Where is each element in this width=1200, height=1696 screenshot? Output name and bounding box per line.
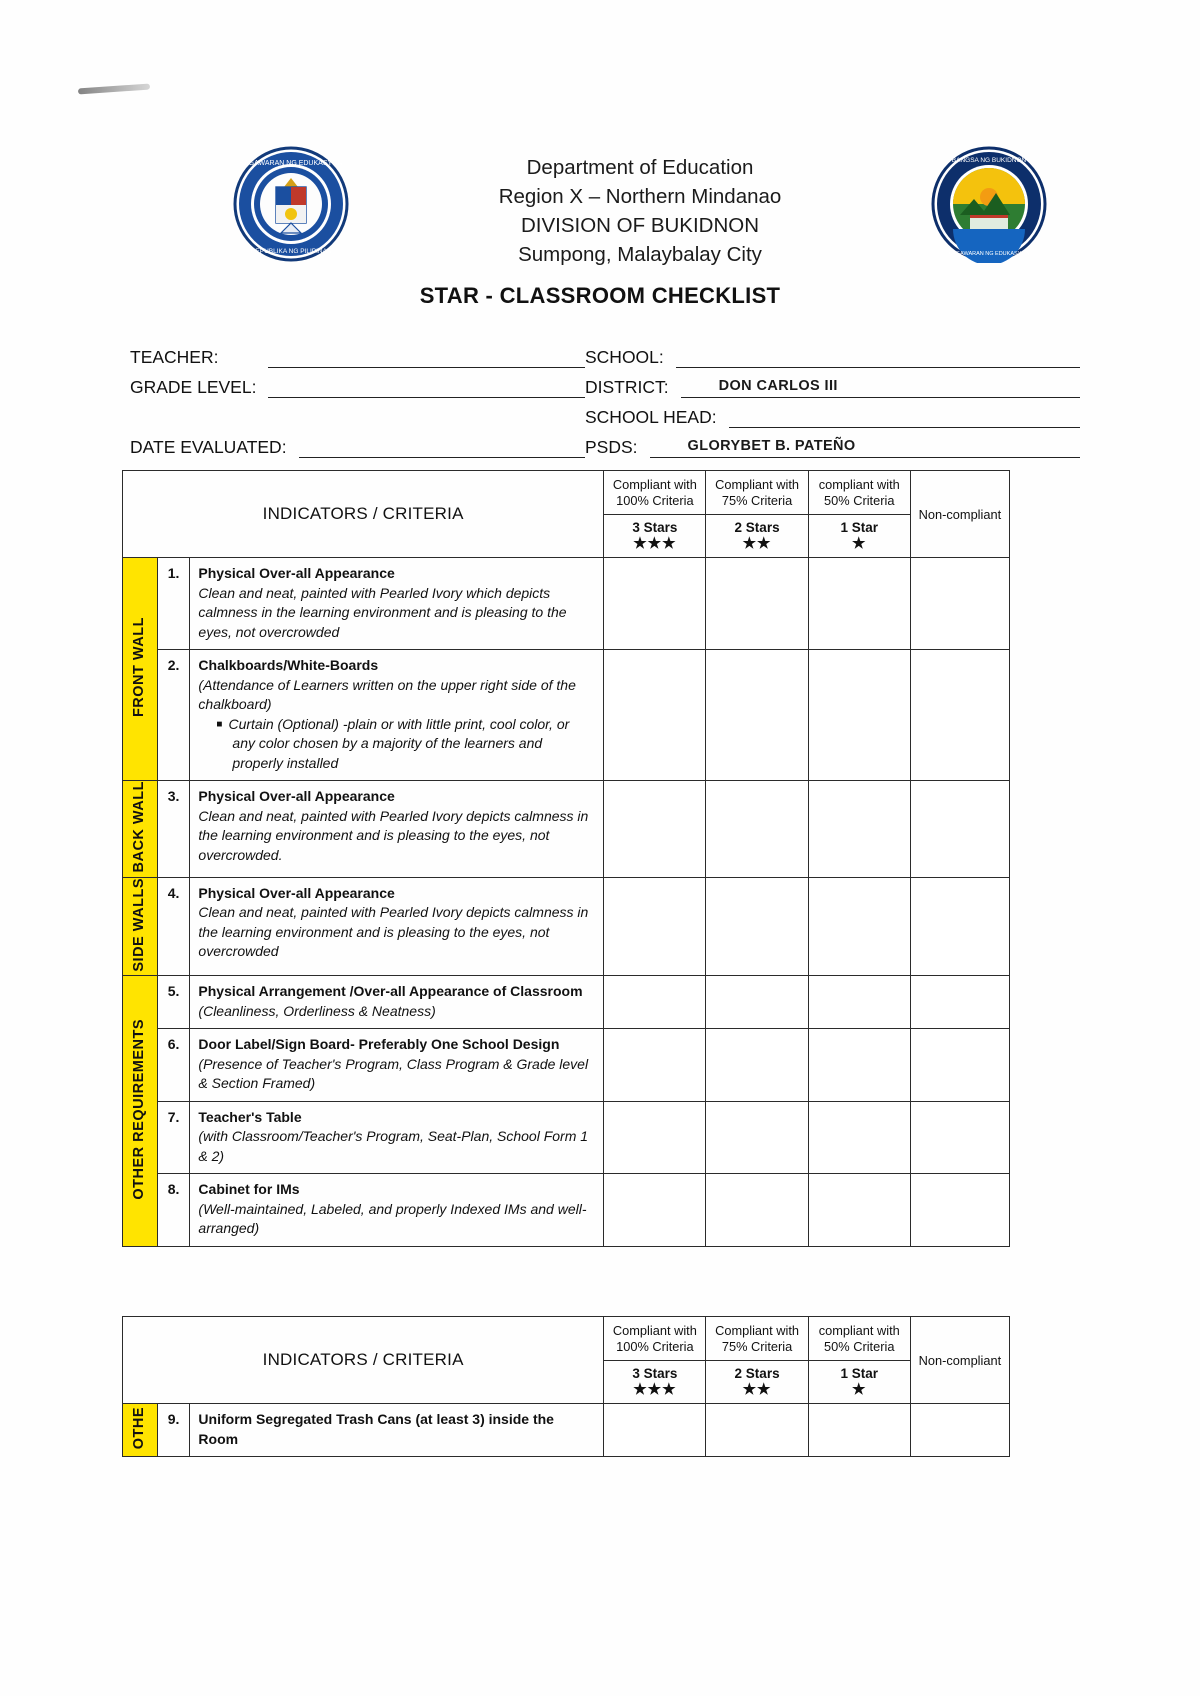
- score-cell-3stars[interactable]: [604, 1029, 706, 1102]
- criteria-title: Teacher's Table: [198, 1108, 302, 1125]
- document-header: [0, 145, 1200, 269]
- date-evaluated-label: DATE EVALUATED:: [130, 437, 287, 457]
- section-back-wall-text: BACK WALL: [131, 781, 148, 873]
- score-cell-2stars[interactable]: [706, 877, 808, 976]
- score-cell-1star[interactable]: [808, 1174, 910, 1247]
- score-cell-0star[interactable]: [910, 558, 1009, 650]
- table-row: [123, 976, 1010, 1029]
- checklist-table-continued: [122, 1316, 1010, 1457]
- rating-3stars: [604, 515, 706, 558]
- table-row: [123, 650, 1010, 781]
- section-label-back-wall: [123, 781, 158, 878]
- rating-1star: [808, 515, 910, 558]
- score-cell-3stars[interactable]: [604, 650, 706, 781]
- form-fields: [130, 342, 1080, 462]
- score-cell-0star[interactable]: [910, 781, 1009, 878]
- criteria-title: Physical Over-all Appearance: [198, 884, 395, 901]
- row-number: 1.: [157, 558, 190, 650]
- rating-2stars: [706, 515, 808, 558]
- psds-label: PSDS:: [585, 437, 638, 457]
- score-cell-1star[interactable]: [808, 558, 910, 650]
- criteria-detail: Clean and neat, painted with Pearled Ivory depicts calmness in the learning environment and is pleasing to the eyes, not overcrowded: [198, 904, 589, 959]
- district-label: DISTRICT:: [585, 377, 669, 397]
- rating-2stars-label: 2 Stars: [734, 520, 780, 535]
- criteria-title: Cabinet for IMs: [198, 1181, 300, 1198]
- header-line-1: Department of Education: [526, 156, 754, 179]
- criteria-title: Uniform Segregated Trash Cans (at least 3) inside the Room: [198, 1411, 554, 1447]
- row-number: 2.: [157, 650, 190, 781]
- indicators-header: INDICATORS / CRITERIA: [123, 471, 604, 558]
- row-number: 5.: [157, 976, 190, 1029]
- score-cell-2stars[interactable]: [706, 1174, 808, 1247]
- table-row: [123, 1404, 1010, 1457]
- section-label-front-wall: [123, 558, 158, 781]
- score-cell-2stars[interactable]: [706, 781, 808, 878]
- column-header-noncompliant: [910, 471, 1009, 558]
- header-line-2: Region X – Northern Mindanao: [498, 185, 782, 208]
- bullet-square-icon: ■: [216, 718, 223, 730]
- date-evaluated-input[interactable]: [299, 438, 585, 458]
- school-head-input[interactable]: [729, 408, 1080, 428]
- score-cell-0star[interactable]: [910, 1404, 1009, 1457]
- one-star-icon: ★: [852, 535, 867, 552]
- deped-seal-icon: [232, 145, 350, 263]
- score-cell-3stars[interactable]: [604, 877, 706, 976]
- section-other-requirements-text: OTHER REQUIREMENTS: [131, 1018, 148, 1200]
- score-cell-2stars[interactable]: [706, 558, 808, 650]
- row-number: 9.: [157, 1404, 190, 1457]
- criteria-bullet-text: Curtain (Optional) -plain or with little print, cool color, or any color chosen by a majority of the learners and properly installed: [228, 715, 570, 771]
- score-cell-0star[interactable]: [910, 976, 1009, 1029]
- column-header-3stars: Compliant with 100% Criteria: [604, 471, 706, 515]
- criteria-detail: (Attendance of Learners written on the upper right side of the chalkboard): [198, 676, 576, 712]
- score-cell-1star[interactable]: [808, 976, 910, 1029]
- criteria-cell: [190, 1404, 604, 1457]
- column-header-noncompliant: [910, 1317, 1009, 1404]
- svg-text:BANGSA NG BUKIDNON: BANGSA NG BUKIDNON: [951, 157, 1027, 164]
- noncompliant-label: Non-compliant: [918, 506, 1002, 522]
- column-header-2stars: Compliant with 75% Criteria: [706, 471, 808, 515]
- rating-3stars-label: 3 Stars: [632, 1366, 678, 1381]
- section-label-side-walls: [123, 877, 158, 976]
- section-other-text: OTHE: [131, 1406, 148, 1450]
- section-label-other: [123, 1404, 158, 1457]
- score-cell-1star[interactable]: [808, 1404, 910, 1457]
- score-cell-3stars[interactable]: [604, 1174, 706, 1247]
- criteria-cell: [190, 976, 604, 1029]
- score-cell-3stars[interactable]: [604, 781, 706, 878]
- school-input[interactable]: [676, 348, 1080, 368]
- column-header-1star: compliant with 50% Criteria: [808, 471, 910, 515]
- three-star-icon: ★★★: [633, 535, 677, 552]
- score-cell-0star[interactable]: [910, 650, 1009, 781]
- school-label: SCHOOL:: [585, 347, 664, 367]
- table-header-row-top: [123, 1317, 1010, 1361]
- noncompliant-label: Non-compliant: [918, 1352, 1002, 1368]
- table-row: [123, 877, 1010, 976]
- rating-3stars-label: 3 Stars: [632, 520, 678, 535]
- header-agency-block: [380, 145, 900, 269]
- table-row: [123, 1101, 1010, 1174]
- svg-text:REPUBLIKA NG PILIPINAS: REPUBLIKA NG PILIPINAS: [250, 248, 332, 255]
- score-cell-2stars[interactable]: [706, 1029, 808, 1102]
- teacher-label: TEACHER:: [130, 347, 219, 367]
- score-cell-2stars[interactable]: [706, 976, 808, 1029]
- criteria-cell: [190, 1101, 604, 1174]
- page-title: STAR - CLASSROOM CHECKLIST: [419, 283, 781, 308]
- scan-artifact: [78, 83, 150, 94]
- rating-1star: [808, 1361, 910, 1404]
- score-cell-3stars[interactable]: [604, 976, 706, 1029]
- column-header-3stars: Compliant with 100% Criteria: [604, 1317, 706, 1361]
- indicators-header: INDICATORS / CRITERIA: [123, 1317, 604, 1404]
- rating-3stars: [604, 1361, 706, 1404]
- criteria-title: Physical Over-all Appearance: [198, 788, 395, 804]
- score-cell-1star[interactable]: [808, 877, 910, 976]
- criteria-title: Door Label/Sign Board- Preferably One School Design: [198, 1036, 560, 1053]
- psds-input[interactable]: [650, 438, 1080, 458]
- table-row: [123, 558, 1010, 650]
- criteria-cell: [190, 877, 604, 976]
- score-cell-2stars[interactable]: [706, 650, 808, 781]
- score-cell-1star[interactable]: [808, 1101, 910, 1174]
- section-front-wall-text: FRONT WALL: [131, 616, 148, 718]
- teacher-input[interactable]: [268, 348, 585, 368]
- score-cell-0star[interactable]: [910, 1101, 1009, 1174]
- row-number: 4.: [157, 877, 190, 976]
- criteria-title: Physical Arrangement /Over-all Appearance of Classroom: [198, 983, 583, 1000]
- checklist-table-main: [122, 470, 1010, 1247]
- score-cell-2stars[interactable]: [706, 1101, 808, 1174]
- district-input[interactable]: [681, 378, 1080, 398]
- criteria-detail: (with Classroom/Teacher's Program, Seat-Plan, School Form 1 & 2): [198, 1128, 589, 1164]
- one-star-icon: ★: [852, 1381, 867, 1398]
- score-cell-0star[interactable]: [910, 1174, 1009, 1247]
- grade-level-input[interactable]: [268, 378, 585, 398]
- column-header-2stars: Compliant with 75% Criteria: [706, 1317, 808, 1361]
- rating-1star-label: 1 Star: [840, 1366, 879, 1381]
- header-line-3: DIVISION OF BUKIDNON: [520, 214, 760, 237]
- criteria-title: Chalkboards/White-Boards: [198, 657, 379, 673]
- three-star-icon: ★★★: [633, 1381, 677, 1398]
- table-row: [123, 781, 1010, 878]
- criteria-cell: [190, 558, 604, 650]
- score-cell-3stars[interactable]: [604, 1101, 706, 1174]
- criteria-cell: [190, 1029, 604, 1102]
- score-cell-3stars[interactable]: [604, 558, 706, 650]
- header-line-4: Sumpong, Malaybalay City: [518, 243, 762, 266]
- section-label-other-requirements: [123, 976, 158, 1247]
- row-number: 7.: [157, 1101, 190, 1174]
- criteria-cell: [190, 1174, 604, 1247]
- district-value: DON CARLOS III: [718, 378, 838, 394]
- row-number: 3.: [157, 781, 190, 878]
- bukidnon-seal-icon: [930, 145, 1048, 263]
- table-row: [123, 1029, 1010, 1102]
- section-side-walls-text: SIDE WALLS: [131, 877, 148, 972]
- row-number: 6.: [157, 1029, 190, 1102]
- criteria-title: Physical Over-all Appearance: [198, 565, 395, 581]
- row-number: 8.: [157, 1174, 190, 1247]
- criteria-cell: [190, 650, 604, 781]
- criteria-detail: Clean and neat, painted with Pearled Ivory which depicts calmness in the learning environment and is pleasing to the eyes, not overcrowded: [198, 584, 567, 640]
- psds-value: GLORYBET B. PATEÑO: [687, 438, 856, 454]
- two-star-icon: ★★: [742, 1381, 772, 1398]
- column-header-1star: compliant with 50% Criteria: [808, 1317, 910, 1361]
- score-cell-1star[interactable]: [808, 650, 910, 781]
- two-star-icon: ★★: [742, 535, 772, 552]
- score-cell-1star[interactable]: [808, 1029, 910, 1102]
- criteria-detail: Clean and neat, painted with Pearled Ivory depicts calmness in the learning environment and is pleasing to the eyes, not overcrowded.: [198, 807, 589, 863]
- grade-level-label: GRADE LEVEL:: [130, 377, 257, 397]
- criteria-detail: (Presence of Teacher's Program, Class Program & Grade level & Section Framed): [198, 1055, 589, 1092]
- criteria-detail: (Well-maintained, Labeled, and properly Indexed IMs and well-arranged): [198, 1200, 587, 1237]
- rating-1star-label: 1 Star: [840, 520, 879, 535]
- table-row: [123, 1174, 1010, 1247]
- score-cell-2stars[interactable]: [706, 1404, 808, 1457]
- criteria-detail: (Cleanliness, Orderliness & Neatness): [198, 1002, 436, 1019]
- svg-text:KAGAWARAN NG EDUKASYON: KAGAWARAN NG EDUKASYON: [948, 251, 1030, 257]
- score-cell-0star[interactable]: [910, 877, 1009, 976]
- score-cell-1star[interactable]: [808, 781, 910, 878]
- rating-2stars-label: 2 Stars: [734, 1366, 780, 1381]
- score-cell-3stars[interactable]: [604, 1404, 706, 1457]
- rating-2stars: [706, 1361, 808, 1404]
- svg-text:KAGAWARAN NG EDUKASYON: KAGAWARAN NG EDUKASYON: [239, 160, 343, 167]
- table-header-row-top: [123, 471, 1010, 515]
- school-head-label: SCHOOL HEAD:: [585, 407, 717, 427]
- criteria-bullet: [198, 715, 595, 774]
- criteria-cell: [190, 781, 604, 878]
- score-cell-0star[interactable]: [910, 1029, 1009, 1102]
